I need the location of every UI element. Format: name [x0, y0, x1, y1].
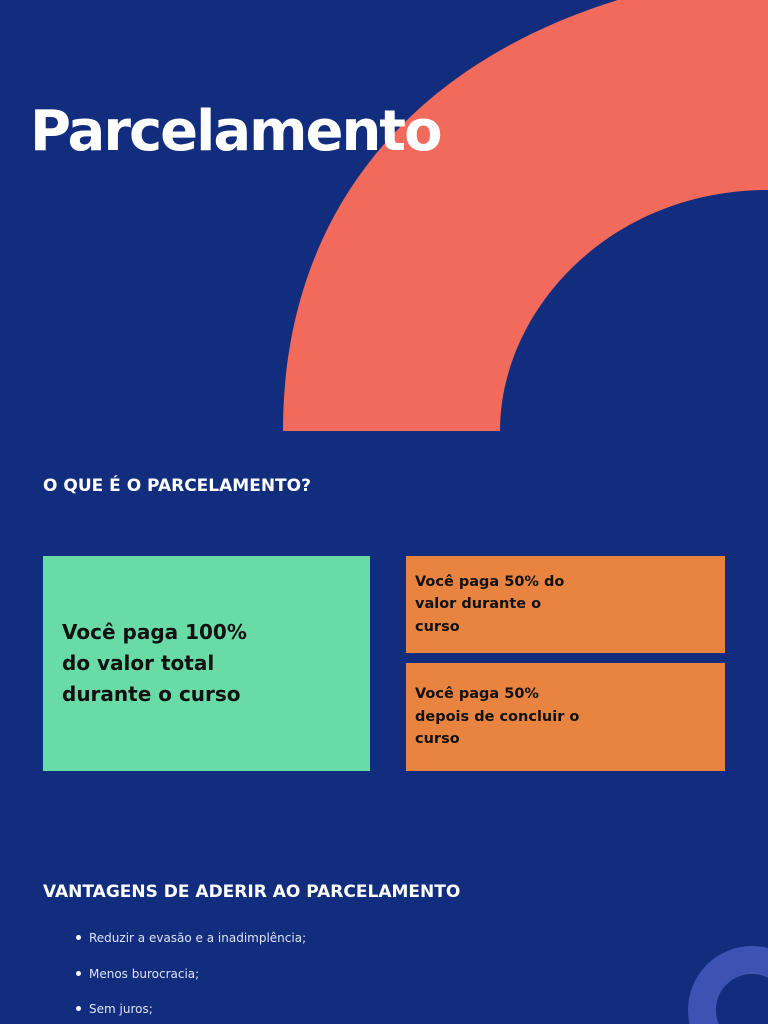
option-card-half-after: [406, 663, 725, 771]
advantages-heading: VANTAGENS DE ADERIR AO PARCELAMENTO: [43, 882, 461, 902]
list-item-text: Menos burocracia;: [89, 966, 200, 981]
coral-arc-shape: [283, 0, 768, 431]
advantages-list: [76, 926, 306, 1024]
what-is-heading: O QUE É O PARCELAMENTO?: [43, 476, 311, 496]
list-item-text: Reduzir a evasão e a inadimplência;: [89, 931, 307, 945]
bullet-icon: [76, 935, 81, 940]
option-card-full-payment: [43, 556, 370, 771]
option-card-half-after-text: Você paga 50% depois de concluir o curso: [415, 686, 580, 748]
list-item: [76, 926, 306, 962]
option-card-full-payment-text: Você paga 100% do valor total durante o curso: [62, 620, 247, 706]
list-item: [76, 962, 306, 998]
option-card-half-during-text: Você paga 50% do valor durante o curso: [415, 573, 565, 635]
bullet-icon: [76, 971, 81, 976]
page-title: Parcelamento: [30, 99, 441, 164]
list-item: [76, 997, 306, 1024]
blue-ring-shape: [702, 960, 768, 1024]
option-card-half-during: [406, 556, 725, 653]
list-item-text: Sem juros;: [89, 1002, 153, 1016]
bullet-icon: [76, 1006, 81, 1011]
